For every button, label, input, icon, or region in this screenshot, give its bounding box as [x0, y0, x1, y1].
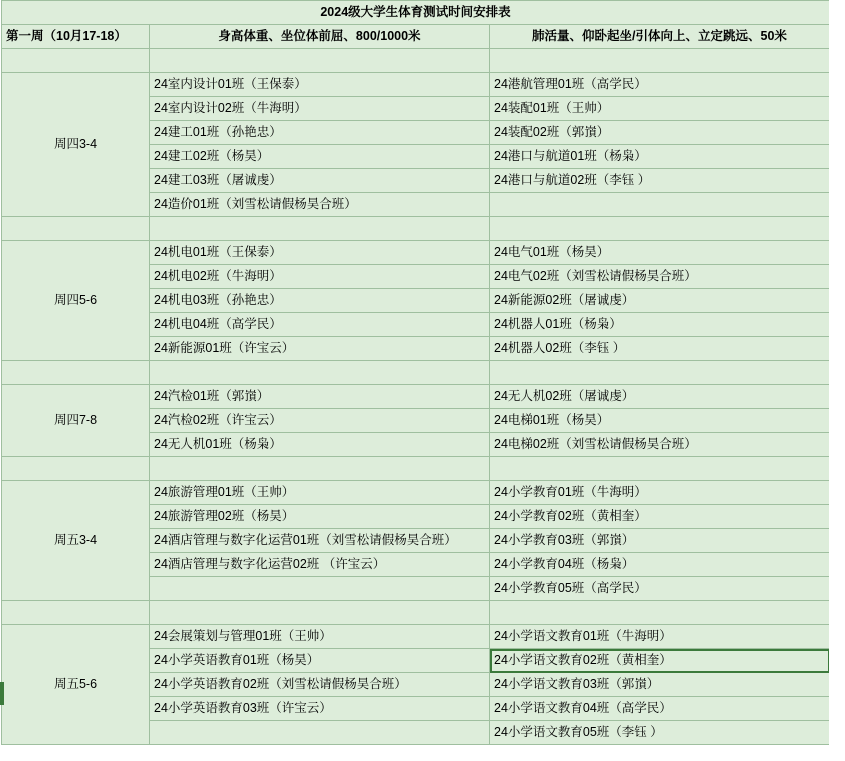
spacer-cell [2, 457, 150, 481]
class-cell-left[interactable]: 24汽检02班（许宝云） [150, 409, 490, 433]
class-cell-left[interactable]: 24小学英语教育03班（许宝云） [150, 697, 490, 721]
class-cell-right[interactable]: 24小学语文教育01班（牛海明） [490, 625, 830, 649]
day-slot-label[interactable]: 周四5-6 [2, 241, 150, 361]
spacer-cell [490, 457, 830, 481]
header-row [2, 25, 830, 49]
table-row [2, 481, 830, 505]
class-cell-left[interactable]: 24酒店管理与数字化运营01班（刘雪松请假杨昊合班） [150, 529, 490, 553]
class-cell-right[interactable]: 24小学教育01班（牛海明） [490, 481, 830, 505]
class-cell-right[interactable]: 24港航管理01班（高学民） [490, 73, 830, 97]
spacer-cell [150, 49, 490, 73]
class-cell-left[interactable]: 24酒店管理与数字化运营02班 （许宝云） [150, 553, 490, 577]
class-cell-right[interactable]: 24电气01班（杨昊） [490, 241, 830, 265]
class-cell-left[interactable] [150, 721, 490, 745]
column-header-1: 身高体重、坐位体前屈、800/1000米 [150, 25, 490, 49]
spacer-cell [490, 217, 830, 241]
class-cell-right[interactable] [490, 193, 830, 217]
block-spacer-row [2, 601, 830, 625]
class-cell-left[interactable]: 24旅游管理02班（杨昊） [150, 505, 490, 529]
class-cell-left[interactable]: 24室内设计02班（牛海明） [150, 97, 490, 121]
class-cell-left[interactable]: 24旅游管理01班（王帅） [150, 481, 490, 505]
spacer-cell [490, 601, 830, 625]
class-cell-right[interactable]: 24小学语文教育05班（李钰 ） [490, 721, 830, 745]
spacer-cell [150, 601, 490, 625]
class-cell-left[interactable]: 24汽检01班（郭嵿） [150, 385, 490, 409]
class-cell-left[interactable] [150, 577, 490, 601]
table-row [2, 241, 830, 265]
class-cell-left[interactable]: 24会展策划与管理01班（王帅） [150, 625, 490, 649]
spacer-cell [150, 217, 490, 241]
day-slot-label[interactable]: 周四7-8 [2, 385, 150, 457]
day-slot-label[interactable]: 周四3-4 [2, 73, 150, 217]
class-cell-right[interactable]: 24小学语文教育02班（黄相奎） [490, 649, 830, 673]
day-slot-label[interactable]: 周五5-6 [2, 625, 150, 745]
spacer-cell [2, 49, 150, 73]
class-cell-left[interactable]: 24新能源01班（许宝云） [150, 337, 490, 361]
class-cell-left[interactable]: 24机电02班（牛海明） [150, 265, 490, 289]
class-cell-right[interactable]: 24装配01班（王帅） [490, 97, 830, 121]
class-cell-right[interactable]: 24小学语文教育04班（高学民） [490, 697, 830, 721]
spacer-cell [150, 457, 490, 481]
class-cell-left[interactable]: 24建工03班（屠诚虔） [150, 169, 490, 193]
class-cell-left[interactable]: 24建工01班（孙艳忠） [150, 121, 490, 145]
right-gutter [829, 0, 845, 761]
table-row [2, 73, 830, 97]
class-cell-left[interactable]: 24室内设计01班（王保泰） [150, 73, 490, 97]
spacer-cell [2, 217, 150, 241]
class-cell-right[interactable]: 24无人机02班（屠诚虔） [490, 385, 830, 409]
class-cell-right[interactable]: 24新能源02班（屠诚虔） [490, 289, 830, 313]
class-cell-left[interactable]: 24机电04班（高学民） [150, 313, 490, 337]
title-row [2, 1, 830, 25]
class-cell-left[interactable]: 24小学英语教育01班（杨昊） [150, 649, 490, 673]
column-header-2: 肺活量、仰卧起坐/引体向上、立定跳远、50米 [490, 25, 830, 49]
spacer-cell [490, 361, 830, 385]
block-spacer-row [2, 49, 830, 73]
left-gutter [0, 0, 1, 761]
block-spacer-row [2, 361, 830, 385]
class-cell-right[interactable]: 24小学教育05班（高学民） [490, 577, 830, 601]
class-cell-right[interactable]: 24电梯01班（杨昊） [490, 409, 830, 433]
selection-row-marker [0, 682, 4, 705]
class-cell-right[interactable]: 24电气02班（刘雪松请假杨昊合班） [490, 265, 830, 289]
class-cell-left[interactable]: 24机电03班（孙艳忠） [150, 289, 490, 313]
class-cell-left[interactable]: 24建工02班（杨昊） [150, 145, 490, 169]
class-cell-right[interactable]: 24港口与航道01班（杨枭） [490, 145, 830, 169]
class-cell-right[interactable]: 24小学语文教育03班（郭嵿） [490, 673, 830, 697]
class-cell-left[interactable]: 24无人机01班（杨枭） [150, 433, 490, 457]
table-row [2, 625, 830, 649]
block-spacer-row [2, 217, 830, 241]
spacer-cell [2, 601, 150, 625]
class-cell-left[interactable]: 24造价01班（刘雪松请假杨昊合班） [150, 193, 490, 217]
schedule-table [1, 0, 830, 745]
spacer-cell [150, 361, 490, 385]
class-cell-right[interactable]: 24港口与航道02班（李钰 ） [490, 169, 830, 193]
class-cell-right[interactable]: 24装配02班（郭嵿） [490, 121, 830, 145]
day-slot-label[interactable]: 周五3-4 [2, 481, 150, 601]
week-label: 第一周（10月17-18） [2, 25, 150, 49]
spacer-cell [490, 49, 830, 73]
document-title: 2024级大学生体育测试时间安排表 [2, 1, 830, 25]
table-row [2, 385, 830, 409]
class-cell-right[interactable]: 24小学教育03班（郭嵿） [490, 529, 830, 553]
class-cell-left[interactable]: 24小学英语教育02班（刘雪松请假杨昊合班） [150, 673, 490, 697]
class-cell-right[interactable]: 24小学教育04班（杨枭） [490, 553, 830, 577]
class-cell-right[interactable]: 24机器人02班（李钰 ） [490, 337, 830, 361]
class-cell-right[interactable]: 24机器人01班（杨枭） [490, 313, 830, 337]
block-spacer-row [2, 457, 830, 481]
class-cell-right[interactable]: 24小学教育02班（黄相奎） [490, 505, 830, 529]
spacer-cell [2, 361, 150, 385]
class-cell-left[interactable]: 24机电01班（王保泰） [150, 241, 490, 265]
class-cell-right[interactable]: 24电梯02班（刘雪松请假杨昊合班） [490, 433, 830, 457]
